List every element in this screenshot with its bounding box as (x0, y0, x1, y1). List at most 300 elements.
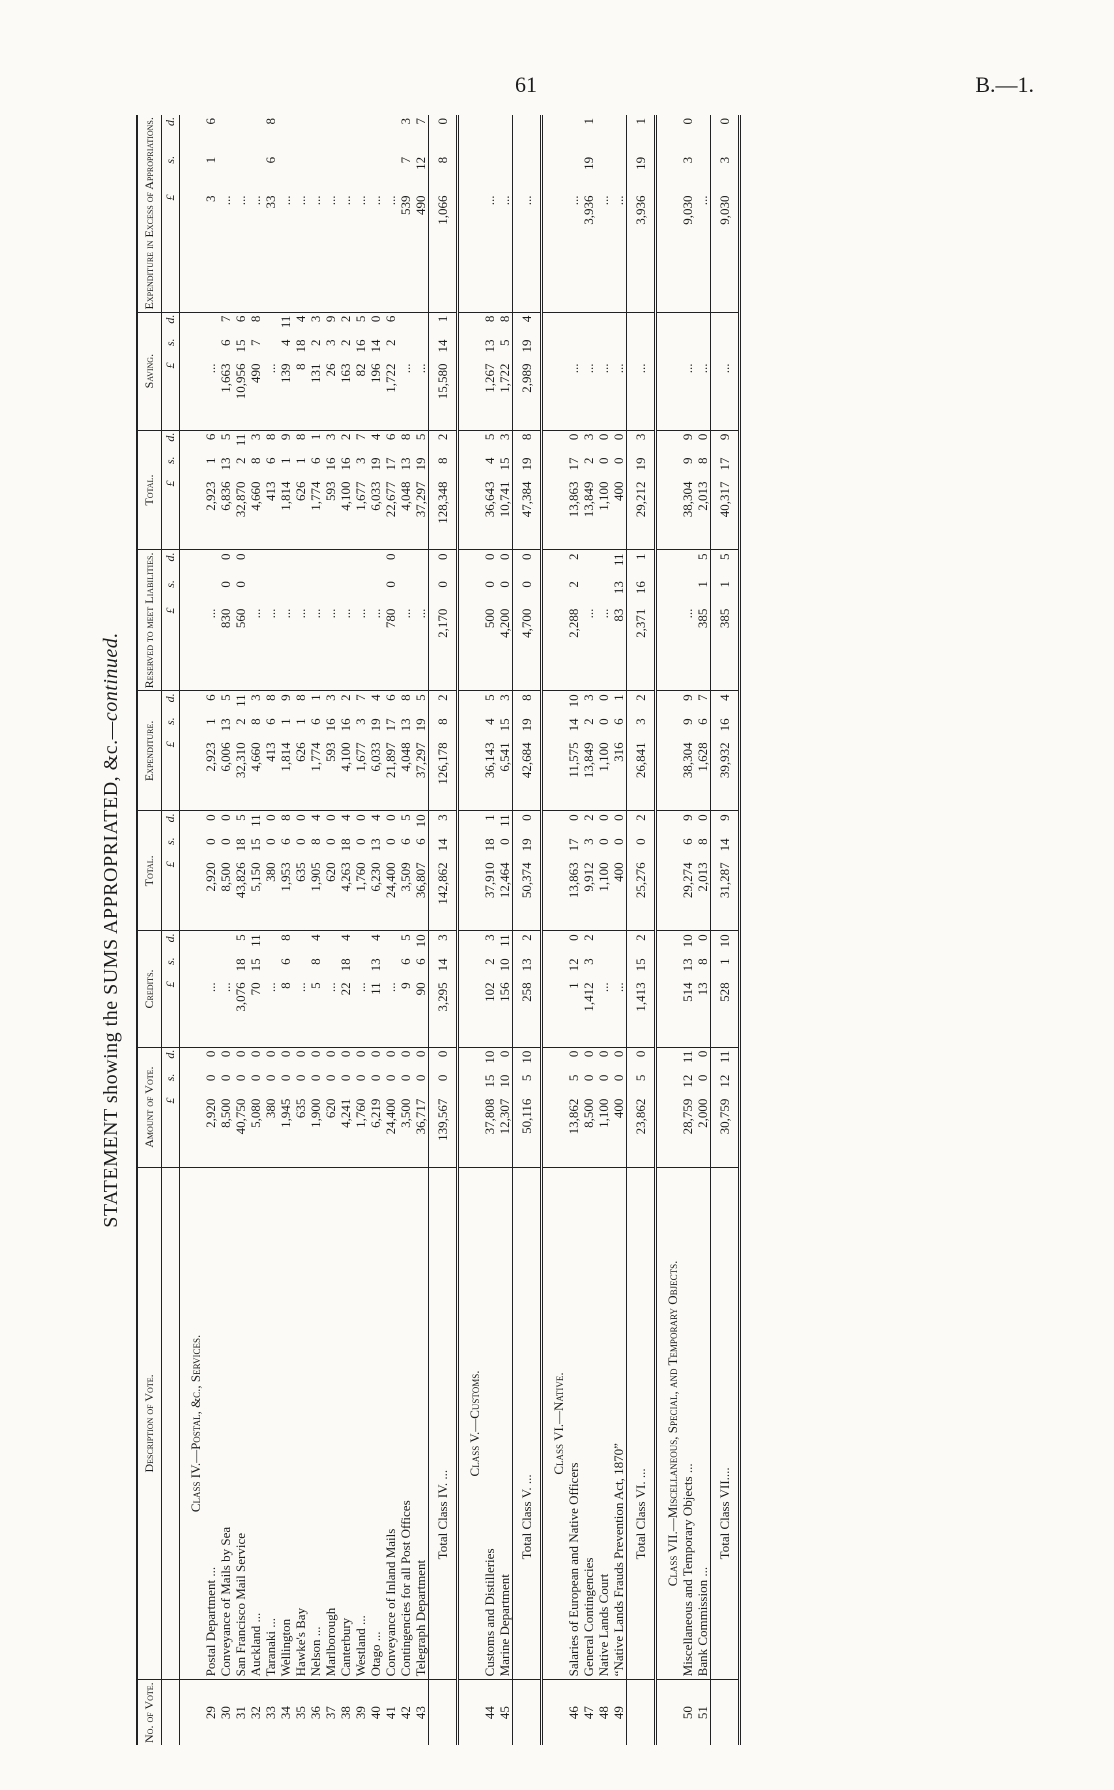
table-row (293, 115, 308, 1745)
reserved-pence: 1 (627, 550, 656, 578)
total-pence: 4 (308, 814, 323, 821)
total-pence: 0 (293, 814, 308, 821)
saving-pounds: 2,989 (513, 360, 542, 430)
amount-shillings: 0 (353, 1074, 368, 1082)
credits-pence: 2 (581, 934, 596, 941)
total2-shillings: 8 (695, 457, 710, 464)
saving-pounds: 8 (293, 360, 308, 430)
total2-shillings: 0 (596, 457, 611, 464)
total2-pounds: 1,774 (308, 479, 323, 550)
credits-pounds: ... (383, 979, 398, 1047)
excess-pounds: ... (611, 193, 627, 313)
saving-pence: 9 (323, 315, 338, 323)
reserved-shillings: 0 (497, 581, 512, 588)
amount-pounds: 23,862 (627, 1096, 656, 1167)
unit-pound: £ (162, 479, 180, 550)
vote-description: “Native Lands Frauds Prevention Act, 1870” (611, 1167, 627, 1680)
statement-sheet (100, 115, 1020, 1745)
reserved-pounds: 4,200 (497, 606, 513, 691)
saving-shillings (596, 336, 611, 360)
class-total-row (711, 115, 740, 1745)
expenditure-shillings: 2 (581, 718, 596, 725)
credits-pence: 5 (233, 934, 248, 941)
reserved-pence (680, 550, 695, 578)
credits-pounds: ... (353, 979, 368, 1047)
saving-pence: 11 (278, 315, 293, 329)
credits-shillings: 18 (233, 958, 248, 972)
excess-pence (383, 115, 398, 154)
expenditure-pence: 10 (566, 694, 581, 708)
amount-shillings: 12 (680, 1074, 695, 1088)
total2-shillings: 19 (413, 457, 428, 471)
total-pence: 0 (611, 814, 626, 821)
total2-pounds: 13,849 (581, 479, 596, 550)
excess-pence (323, 115, 338, 154)
credits-pence: 3 (429, 931, 458, 956)
vote-number: 50 (680, 1706, 695, 1720)
total-shillings: 0 (203, 838, 218, 845)
amount-pence: 0 (398, 1050, 413, 1058)
saving-shillings: 2 (383, 339, 398, 346)
total2-pence: 6 (203, 433, 218, 441)
reserved-pounds: 385 (695, 606, 711, 691)
credits-pounds: 22 (338, 979, 353, 1047)
expenditure-pence: 7 (353, 694, 368, 701)
unit-pence: d. (162, 430, 180, 454)
credits-pounds: ... (596, 979, 611, 1047)
excess-shillings (611, 154, 627, 193)
amount-shillings: 0 (398, 1074, 413, 1082)
expenditure-pounds: 13,849 (581, 739, 596, 810)
amount-shillings: 5 (627, 1072, 656, 1096)
expenditure-pounds: 38,304 (680, 739, 695, 810)
reserved-pounds: 830 (218, 606, 233, 691)
total2-shillings: 2 (233, 457, 248, 464)
excess-shillings (368, 154, 383, 193)
vote-description: Total Class IV. ... (429, 1167, 458, 1680)
expenditure-pence: 1 (611, 694, 626, 701)
total-pounds: 12,464 (497, 859, 513, 930)
expenditure-shillings: 2 (233, 718, 248, 725)
saving-pounds: ... (398, 360, 413, 430)
amount-shillings: 0 (263, 1074, 278, 1082)
total-pounds: 5,150 (248, 859, 263, 930)
col-header-total2: Total. (137, 430, 162, 550)
total2-shillings: 2 (581, 457, 596, 464)
amount-pence: 0 (233, 1050, 248, 1058)
amount-pence: 0 (263, 1050, 278, 1058)
saving-pence (398, 312, 413, 336)
total2-pence: 5 (482, 433, 497, 441)
page-number: 61 (515, 72, 537, 97)
excess-pence (338, 115, 353, 154)
table-row (497, 115, 513, 1745)
expenditure-pounds: 126,178 (429, 739, 458, 810)
total-shillings: 0 (323, 838, 338, 845)
excess-shillings (293, 154, 308, 193)
excess-pence (611, 115, 627, 154)
saving-pence (611, 312, 627, 336)
credits-pounds: ... (323, 979, 338, 1047)
total2-shillings: 17 (566, 457, 581, 471)
total-pence: 1 (482, 814, 497, 821)
total2-pounds: 2,013 (695, 479, 711, 550)
col-header-description: Description of Vote. (137, 1167, 162, 1680)
reserved-shillings: 2 (566, 581, 581, 588)
amount-pounds: 2,000 (695, 1096, 711, 1167)
total-pounds: 37,910 (482, 859, 497, 930)
total-pence: 0 (353, 814, 368, 821)
total2-shillings: 13 (398, 457, 413, 471)
reserved-pence (203, 550, 218, 578)
excess-shillings: 8 (429, 154, 458, 193)
expenditure-shillings: 16 (711, 715, 740, 739)
excess-shillings: 3 (680, 156, 695, 164)
credits-pence (323, 931, 338, 956)
header-row (137, 115, 162, 1745)
reserved-pounds: ... (398, 606, 413, 691)
total2-pence: 3 (581, 433, 596, 441)
amount-shillings: 0 (429, 1072, 458, 1096)
class-heading-row (180, 115, 204, 1745)
excess-shillings (248, 154, 263, 193)
reserved-pounds: ... (413, 606, 429, 691)
reserved-shillings (581, 578, 596, 606)
reserved-pence (308, 550, 323, 578)
total2-shillings: 4 (482, 457, 497, 464)
total2-shillings: 8 (248, 457, 263, 464)
total-pounds: 50,374 (513, 859, 542, 930)
excess-pounds: ... (566, 193, 581, 313)
credits-pence (263, 931, 278, 956)
saving-pounds: 82 (353, 360, 368, 430)
amount-shillings: 0 (278, 1074, 293, 1082)
total2-pence: 8 (513, 430, 542, 454)
excess-shillings (383, 154, 398, 193)
amount-pounds: 620 (323, 1096, 338, 1167)
vote-number: 39 (353, 1706, 368, 1720)
credits-shillings: 13 (368, 958, 383, 972)
expenditure-pounds: 316 (611, 739, 627, 810)
saving-shillings (711, 336, 740, 360)
credits-pounds: 102 (482, 979, 497, 1047)
table-row (611, 115, 627, 1745)
total2-pence: 1 (308, 433, 323, 441)
amount-shillings: 0 (233, 1074, 248, 1082)
saving-pounds: 1,722 (383, 360, 398, 430)
excess-pounds: 1,066 (429, 193, 458, 313)
total-pence: 0 (323, 814, 338, 821)
amount-pounds: 3,500 (398, 1096, 413, 1167)
total2-pence: 0 (695, 433, 710, 441)
total-pounds: 142,862 (429, 859, 458, 930)
expenditure-pence: 5 (482, 694, 497, 701)
unit-shillings: s. (162, 455, 180, 479)
vote-number: 49 (611, 1706, 626, 1720)
saving-pounds: 1,267 (482, 360, 497, 430)
amount-pence: 0 (353, 1050, 368, 1058)
excess-shillings: 1 (203, 156, 218, 164)
total-pounds: 2,920 (203, 859, 218, 930)
expenditure-pence: 2 (338, 694, 353, 701)
expenditure-shillings: 14 (566, 718, 581, 732)
credits-pence (218, 931, 233, 956)
vote-description: Marine Department (497, 1167, 513, 1680)
reserved-shillings: 1 (695, 581, 710, 588)
amount-shillings: 0 (611, 1074, 626, 1082)
total-pounds: 1,905 (308, 859, 323, 930)
reserved-shillings (203, 578, 218, 606)
vote-number: 30 (218, 1706, 233, 1720)
credits-pence (293, 931, 308, 956)
vote-number: 37 (323, 1706, 338, 1720)
total2-shillings: 17 (711, 455, 740, 479)
amount-shillings: 0 (218, 1074, 233, 1082)
title-suffix: —continued. (100, 632, 122, 740)
excess-pounds: ... (497, 193, 513, 313)
expenditure-pounds: 4,660 (248, 739, 263, 810)
expenditure-pence: 8 (263, 694, 278, 701)
excess-pence: 1 (581, 118, 596, 125)
total2-shillings: 8 (429, 455, 458, 479)
reserved-pounds: 560 (233, 606, 248, 691)
document-reference: B.—1. (975, 72, 1034, 97)
saving-pounds: 490 (248, 360, 263, 430)
total-shillings: 0 (383, 838, 398, 845)
reserved-shillings (398, 578, 413, 606)
credits-pence (596, 931, 611, 956)
amount-pence: 11 (680, 1050, 695, 1064)
expenditure-pounds: 42,684 (513, 739, 542, 810)
amount-pence: 0 (248, 1050, 263, 1058)
saving-pounds: ... (627, 360, 656, 430)
reserved-pence (368, 550, 383, 578)
saving-pence (566, 312, 581, 336)
saving-pounds: ... (581, 360, 596, 430)
expenditure-shillings: 19 (413, 718, 428, 732)
unit-pound: £ (162, 859, 180, 930)
vote-number: 31 (233, 1706, 248, 1720)
table-row (581, 115, 596, 1745)
vote-number: 29 (203, 1706, 218, 1720)
unit-pence: d. (162, 115, 180, 154)
vote-description: Auckland ... (248, 1167, 263, 1680)
total-pounds: 8,500 (218, 859, 233, 930)
unit-pence: d. (162, 931, 180, 956)
credits-shillings (353, 955, 368, 979)
total-shillings: 8 (695, 838, 710, 845)
reserved-pence (581, 550, 596, 578)
excess-pence (233, 115, 248, 154)
vote-description: Total Class VI. ... (627, 1167, 656, 1680)
saving-pence: 6 (233, 315, 248, 323)
saving-pence: 4 (513, 312, 542, 336)
unit-shillings: s. (162, 154, 180, 193)
credits-pence: 11 (248, 934, 263, 947)
total-pounds: 1,953 (278, 859, 293, 930)
excess-pence (308, 115, 323, 154)
table-row (383, 115, 398, 1745)
excess-pounds: 490 (413, 193, 429, 313)
saving-pounds: ... (596, 360, 611, 430)
amount-pence: 0 (695, 1050, 710, 1058)
credits-shillings (611, 955, 627, 979)
total2-shillings: 19 (627, 455, 656, 479)
col-header-amount: Amount of Vote. (137, 1047, 162, 1167)
amount-shillings: 0 (248, 1074, 263, 1082)
excess-pounds: ... (596, 193, 611, 313)
credits-pence (611, 931, 627, 956)
saving-pounds: ... (263, 360, 278, 430)
credits-shillings (323, 955, 338, 979)
reserved-shillings: 13 (611, 581, 626, 595)
excess-pence: 0 (711, 115, 740, 154)
total2-pounds: 22,677 (383, 479, 398, 550)
amount-pounds: 6,219 (368, 1096, 383, 1167)
excess-pence (278, 115, 293, 154)
total2-pounds: 400 (611, 479, 627, 550)
unit-shillings: s. (162, 835, 180, 859)
vote-description: Wellington (278, 1167, 293, 1680)
expenditure-pounds: 1,774 (308, 739, 323, 810)
reserved-pounds: ... (596, 606, 611, 691)
total2-pounds: 128,348 (429, 479, 458, 550)
credits-pence: 2 (627, 931, 656, 956)
vote-number: 34 (278, 1706, 293, 1720)
expenditure-shillings: 6 (308, 718, 323, 725)
total2-pence: 3 (323, 433, 338, 441)
amount-shillings: 0 (596, 1074, 611, 1082)
reserved-shillings (323, 578, 338, 606)
reserved-pounds: 780 (383, 606, 398, 691)
total-shillings: 6 (413, 838, 428, 845)
expenditure-pounds: 4,048 (398, 739, 413, 810)
class-total-row (429, 115, 458, 1745)
vote-number: 36 (308, 1706, 323, 1720)
reserved-shillings (353, 578, 368, 606)
vote-number: 47 (581, 1706, 596, 1720)
saving-pounds: ... (611, 360, 627, 430)
expenditure-shillings: 13 (218, 718, 233, 732)
excess-pounds: ... (482, 193, 497, 313)
reserved-pence: 5 (695, 553, 710, 560)
credits-shillings: 8 (695, 958, 710, 965)
excess-pounds: ... (383, 193, 398, 313)
expenditure-pence: 0 (596, 694, 611, 701)
total-pence: 5 (233, 814, 248, 821)
expenditure-shillings: 13 (398, 718, 413, 732)
vote-description: Contingencies for all Post Offices (398, 1167, 413, 1680)
total-shillings: 19 (513, 835, 542, 859)
total2-shillings: 17 (383, 457, 398, 471)
vote-number (429, 1680, 458, 1745)
excess-pounds: ... (293, 193, 308, 313)
expenditure-pence: 2 (627, 691, 656, 716)
excess-pence: 0 (429, 115, 458, 154)
total2-shillings: 6 (263, 457, 278, 464)
total2-pounds: 4,048 (398, 479, 413, 550)
saving-pence (263, 312, 278, 336)
credits-pounds: 156 (497, 979, 513, 1047)
total-shillings: 0 (218, 838, 233, 845)
reserved-pence: 0 (482, 553, 497, 560)
credits-shillings: 8 (308, 958, 323, 965)
unit-pound: £ (162, 1096, 180, 1167)
expenditure-pounds: 6,033 (368, 739, 383, 810)
reserved-shillings (308, 578, 323, 606)
amount-shillings: 5 (566, 1074, 581, 1082)
reserved-pence: 0 (497, 553, 512, 560)
excess-shillings (482, 154, 497, 193)
expenditure-pounds: 2,923 (203, 739, 218, 810)
reserved-shillings (278, 578, 293, 606)
unit-shillings: s. (162, 715, 180, 739)
saving-shillings: 5 (497, 339, 512, 346)
amount-pounds: 4,241 (338, 1096, 353, 1167)
reserved-pence: 0 (218, 553, 233, 560)
expenditure-pounds: 1,628 (695, 739, 711, 810)
credits-shillings: 15 (248, 958, 263, 972)
saving-pounds: 139 (278, 360, 293, 430)
amount-shillings: 12 (711, 1072, 740, 1096)
saving-pence: 8 (497, 315, 512, 323)
credits-shillings: 1 (711, 955, 740, 979)
vote-description: Conveyance of Mails by Sea (218, 1167, 233, 1680)
amount-pounds: 1,945 (278, 1096, 293, 1167)
excess-pence: 8 (263, 118, 278, 125)
total-pence: 4 (338, 814, 353, 821)
class-heading-row (656, 115, 681, 1745)
saving-shillings (566, 336, 581, 360)
excess-pounds: ... (308, 193, 323, 313)
vote-description: Telegraph Department (413, 1167, 429, 1680)
total-shillings: 8 (308, 838, 323, 845)
expenditure-pence: 5 (218, 694, 233, 701)
class-heading: Class VI.—Native. (542, 1167, 567, 1680)
credits-pounds: ... (263, 979, 278, 1047)
vote-description: Bank Commission ... (695, 1167, 711, 1680)
saving-shillings: 2 (338, 339, 353, 346)
expenditure-shillings: 3 (353, 718, 368, 725)
credits-pounds: 5 (308, 979, 323, 1047)
table-row (596, 115, 611, 1745)
reserved-shillings: 16 (627, 578, 656, 606)
credits-pounds: ... (203, 979, 218, 1047)
reserved-pounds: ... (263, 606, 278, 691)
total2-shillings: 1 (293, 457, 308, 464)
saving-pence: 2 (338, 315, 353, 323)
amount-pence: 0 (368, 1050, 383, 1058)
expenditure-shillings: 6 (263, 718, 278, 725)
expenditure-shillings: 1 (293, 718, 308, 725)
reserved-pence (398, 550, 413, 578)
total2-pence: 8 (263, 433, 278, 441)
amount-pounds: 28,759 (680, 1096, 695, 1167)
total-pence: 11 (497, 814, 512, 827)
vote-description: Westland ... (353, 1167, 368, 1680)
total-pounds: 36,807 (413, 859, 429, 930)
amount-pounds: 139,567 (429, 1096, 458, 1167)
expenditure-pounds: 413 (263, 739, 278, 810)
credits-shillings (596, 955, 611, 979)
reserved-pounds: ... (323, 606, 338, 691)
vote-description: Customs and Distilleries (482, 1167, 497, 1680)
excess-pounds: 3 (203, 193, 218, 313)
amount-pounds: 5,080 (248, 1096, 263, 1167)
amount-pounds: 1,100 (596, 1096, 611, 1167)
credits-shillings: 18 (338, 958, 353, 972)
saving-pence: 3 (308, 315, 323, 323)
